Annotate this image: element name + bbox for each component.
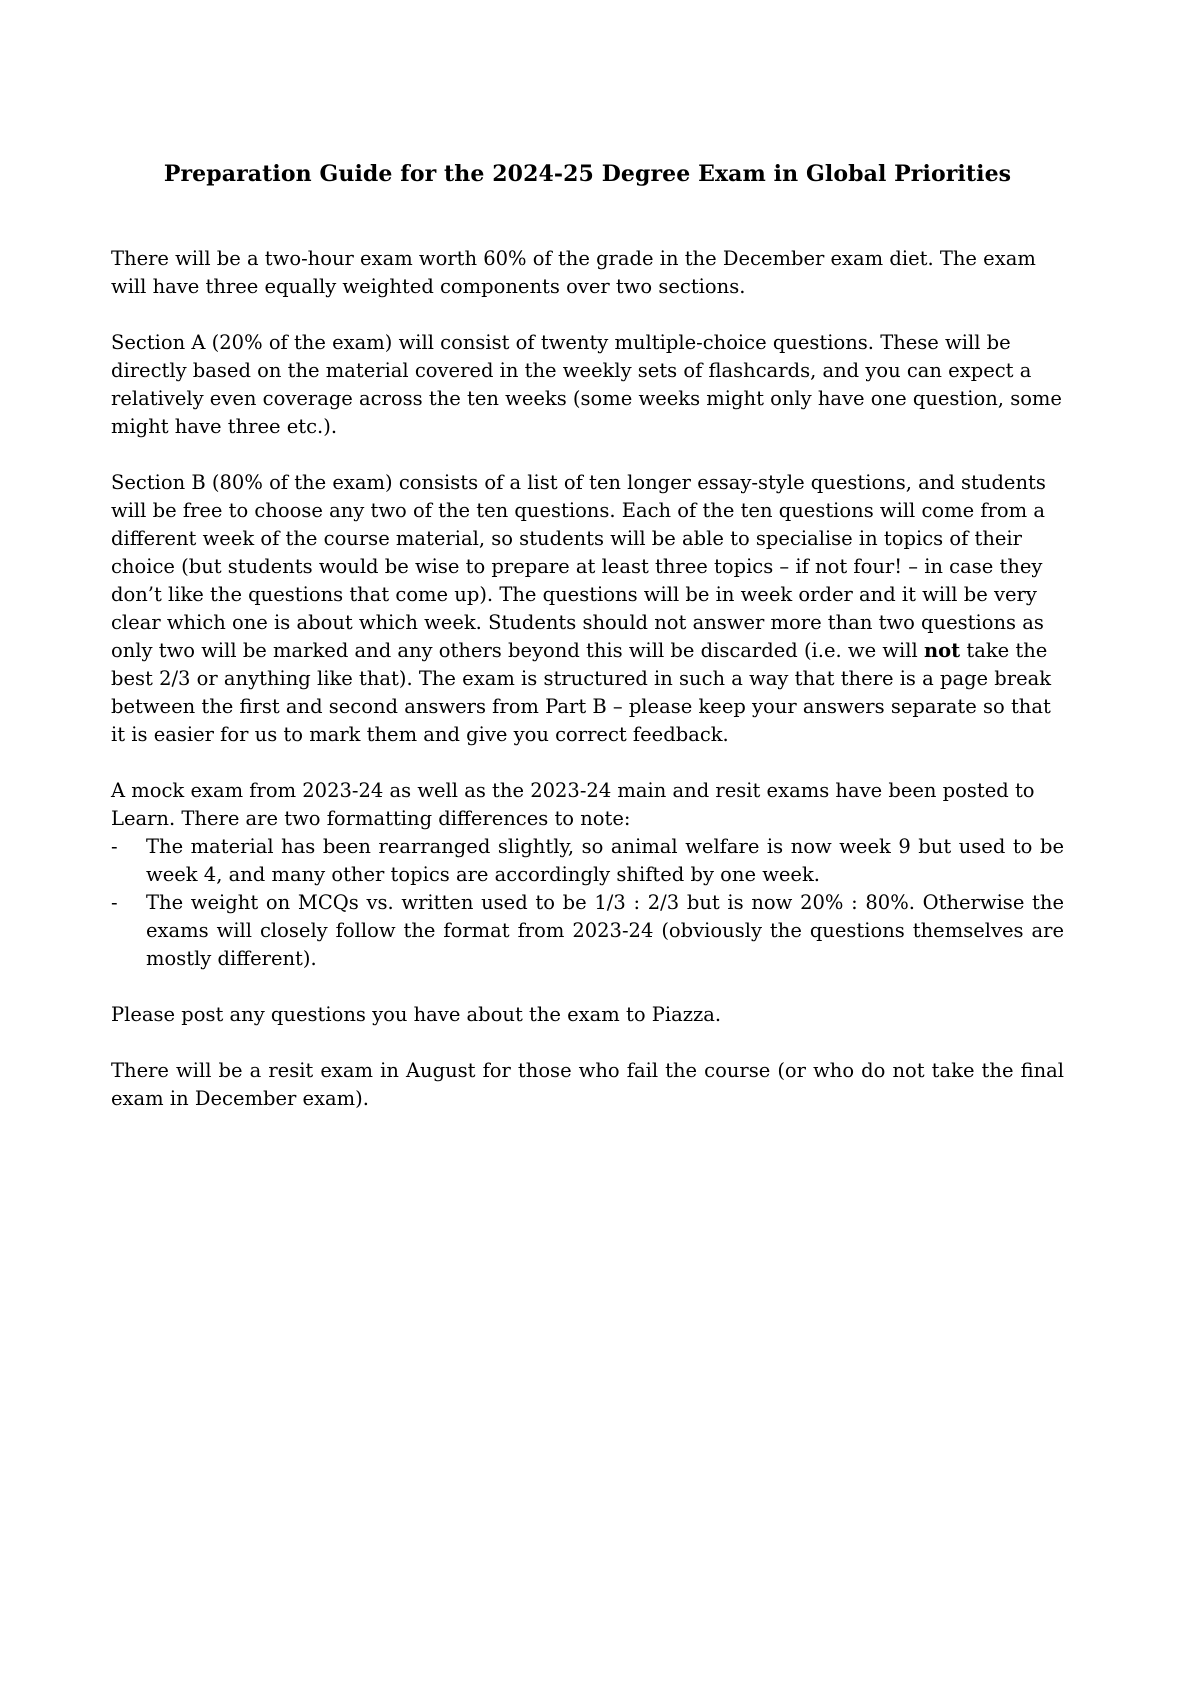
- list-item: [111, 833, 1064, 889]
- piazza-paragraph: Please post any questions you have about the exam to Piazza.: [111, 1003, 722, 1026]
- section-b-text-part1: Section B (80% of the exam) consists of a list of ten longer essay-style questions, and students will be free to choose any two of the ten questions. Each of the ten questions will come from a different week of the course material, so students will be able to specialise in topics of their choice (but students would be wise to prepare at least three topics – if not four! – in case they don’t like the questions that come up). The questions will be in week order and it will be very clear which one is about which week. Students should not answer more than two questions as only two will be marked and any others beyond this will be discarded (i.e. we will: [111, 471, 1046, 662]
- bullet-dash: -: [111, 891, 118, 914]
- emphasis-not: not: [923, 639, 961, 662]
- bullet-dash: -: [111, 835, 118, 858]
- document-title: Preparation Guide for the 2024-25 Degree Exam in Global Priorities: [163, 161, 1012, 187]
- intro-paragraph: There will be a two-hour exam worth 60% of the grade in the December exam diet. The exam will have three equally weighted components over two sections.: [111, 247, 1036, 298]
- section-b-paragraph: [111, 469, 1064, 749]
- section-a-paragraph: Section A (20% of the exam) will consist of twenty multiple-choice questions. These will be directly based on the material covered in the weekly sets of flashcards, and you can expect a relatively even coverage across the ten weeks (some weeks might only have one question, some might have three etc.).: [111, 331, 1062, 438]
- list-item-text: The weight on MCQs vs. written used to be 1/3 : 2/3 but is now 20% : 80%. Otherwise the exams will closely follow the format from 2023-24 (obviously the questions themselves are mostly different).: [146, 891, 1064, 970]
- mock-exam-paragraph: A mock exam from 2023-24 as well as the 2023-24 main and resit exams have been posted to Learn. There are two formatting differences to note:: [111, 779, 1035, 830]
- formatting-differences-list: [111, 833, 1064, 973]
- section-b-text-part2: take the best 2/3 or anything like that). The exam is structured in such a way that there is a page break between the first and second answers from Part B – please keep your answers separate so that it is easier for us to mark them and give you correct feedback.: [111, 639, 1052, 746]
- resit-paragraph: There will be a resit exam in August for those who fail the course (or who do not take the final exam in December exam).: [111, 1059, 1064, 1110]
- list-item-text: The material has been rearranged slightly, so animal welfare is now week 9 but used to be week 4, and many other topics are accordingly shifted by one week.: [146, 835, 1064, 886]
- list-item: [111, 889, 1064, 973]
